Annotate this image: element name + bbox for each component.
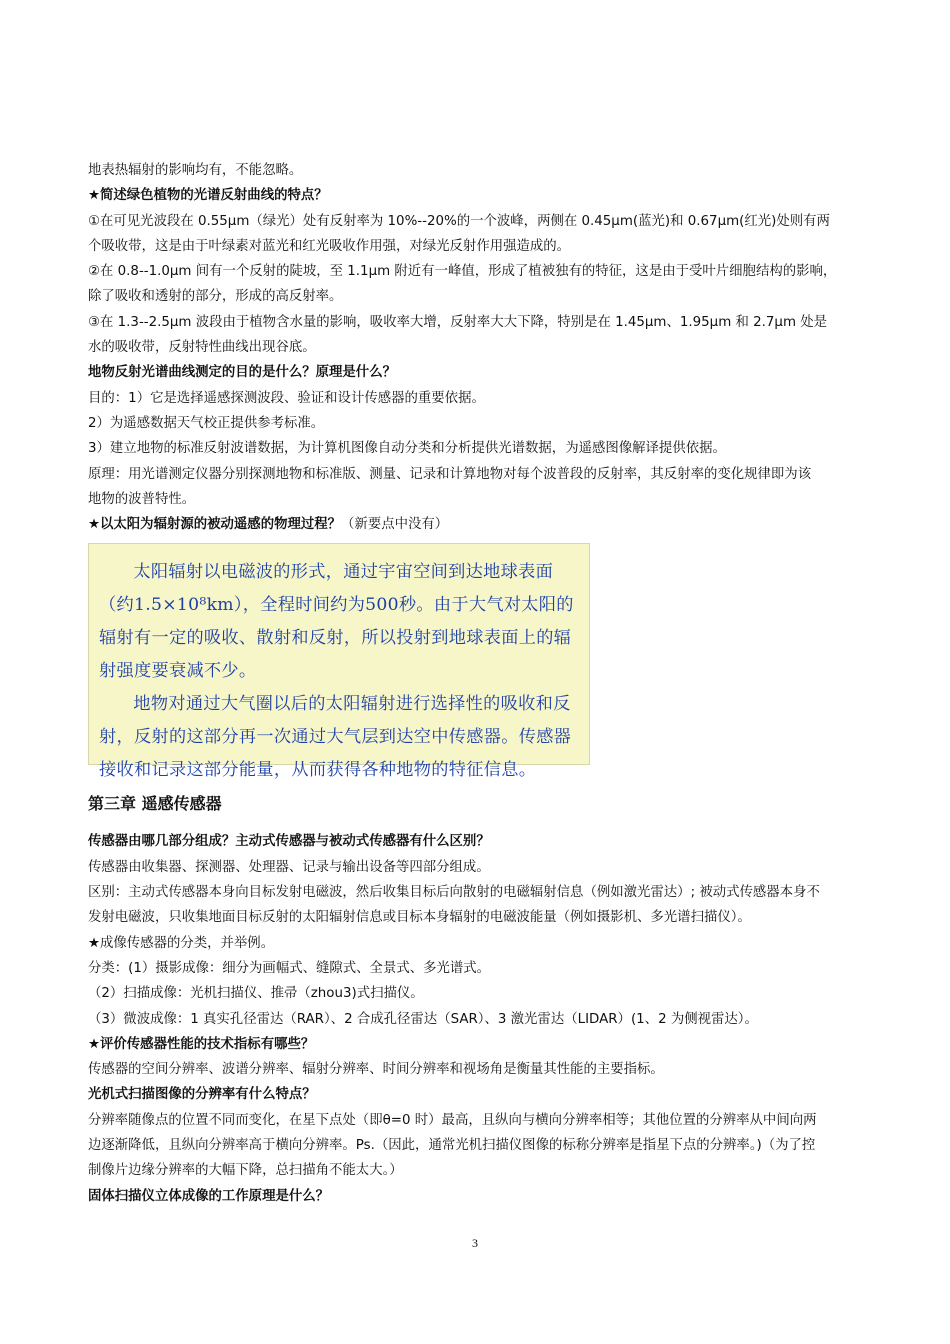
text-line: 地物反射光谱曲线测定的目的是什么？原理是什么？ [88,365,396,381]
text-line: ③在 1.3--2.5μm 波段由于植物含水量的影响，吸收率大增，反射率大大下降，特别是在 1.45μm、1.95μm 和 2.7μm 处是 [88,314,828,330]
text-line: 分辨率随像点的位置不同而变化，在星下点处（即θ=0 时）最高，且纵向与横向分辨率相等；其他位置的分辨率从中间向两 [88,1112,817,1128]
text-line: （2）扫描成像：光机扫描仪、推帚（zhou3)式扫描仪。 [88,986,424,1002]
question-note: （新要点中没有） [341,517,449,533]
text-line: 地表热辐射的影响均有，不能忽略。 [88,163,303,178]
text-line: 边逐渐降低，且纵向分辨率高于横向分辨率。Ps.（因此，通常光机扫描仪图像的标称分辨率是指星下点的分辨率。)（为了控 [88,1138,816,1154]
question-passive-remote-sensing [88,512,870,537]
text-line: 除了吸收和透射的部分，形成的高反射率。 [88,289,343,305]
text-line: 地物的波普特性。 [88,491,196,507]
text-line: ②在 0.8--1.0μm 间有一个反射的陡坡，至 1.1μm 附近有一峰值，形成了植被独有的特征，这是由于受叶片细胞结构的影响， [88,264,837,280]
text-line: 原理：用光谱测定仪器分别探测地物和标准版、测量、记录和计算地物对每个波普段的反射率，其反射率的变化规律即为该 [88,466,812,482]
text-line: 目的：1）它是选择遥感探测波段、验证和设计传感器的重要依据。 [88,390,485,406]
text-line: ★评价传感器性能的技术指标有哪些？ [88,1036,315,1052]
text-block-sensors [88,829,870,1208]
text-line: 分类：(1）摄影成像：细分为画幅式、缝隙式、全景式、多光谱式。 [88,960,491,976]
text-line: 传感器由收集器、探测器、处理器、记录与输出设备等四部分组成。 [88,859,490,875]
text-line: 发射电磁波，只收集地面目标反射的太阳辐射信息或目标本身辐射的电磁波能量（例如摄影机、多光谱扫描仪）。 [88,910,751,926]
chapter-heading: 第三章 遥感传感器 [88,794,222,814]
text-line: 制像片边缘分辨率的大幅下降，总扫描角不能太大。） [88,1163,403,1179]
text-line: 个吸收带，这是由于叶绿素对蓝光和红光吸收作用强，对绿光反射作用强造成的。 [88,238,571,254]
page-number: 3 [472,1236,478,1250]
page-content [88,158,870,1209]
text-line: （3）微波成像：1 真实孔径雷达（RAR）、2 合成孔径雷达（SAR）、3 激光雷达（LIDAR）(1、2 为侧视雷达）。 [88,1011,758,1027]
text-line: 光机式扫描图像的分辨率有什么特点？ [88,1087,316,1103]
image-paragraph-2: 地物对通过大气圈以后的太阳辐射进行选择性的吸收和反射，反射的这部分再一次通过大气层到达空中传感器。传感器接收和记录这部分能量，从而获得各种地物的特征信息。 [99,694,572,781]
text-line: 传感器由哪几部分组成？主动式传感器与被动式传感器有什么区别？ [88,834,490,850]
text-line: 3）建立地物的标准反射波谱数据，为计算机图像自动分类和分析提供光谱数据，为遥感图像解译提供依据。 [88,441,726,457]
text-line: 水的吸收带，反射特性曲线出现谷底。 [88,340,316,356]
image-paragraph-1: 太阳辐射以电磁波的形式，通过宇宙空间到达地球表面（约1.5×10⁸km），全程时间约为500秒。由于大气对太阳的辐射有一定的吸收、散射和反射，所以投射到地球表面上的辐射强度要衰减不少。 [99,562,574,682]
text-line: 区别：主动式传感器本身向目标发射电磁波，然后收集目标后向散射的电磁辐射信息（例如激光雷达）; 被动式传感器本身不 [88,885,820,901]
text-line: 固体扫描仪立体成像的工作原理是什么？ [88,1188,330,1204]
text-line: 2）为遥感数据天气校正提供参考标准。 [88,415,325,431]
embedded-scan-image [88,543,590,781]
text-line: ①在可见光波段在 0.55μm（绿光）处有反射率为 10%--20%的一个波峰，两侧在 0.45μm(蓝光)和 0.67μm(红光)处则有两 [88,213,830,229]
text-line: ★成像传感器的分类，并举例。 [88,935,275,951]
text-line: ★简述绿色植物的光谱反射曲线的特点？ [88,188,328,204]
question-bold-text: ★以太阳为辐射源的被动遥感的物理过程？ [88,517,342,533]
text-block-spectral [88,158,870,512]
text-line: 传感器的空间分辨率、波谱分辨率、辐射分辨率、时间分辨率和视场角是衡量其性能的主要指标。 [88,1062,664,1078]
